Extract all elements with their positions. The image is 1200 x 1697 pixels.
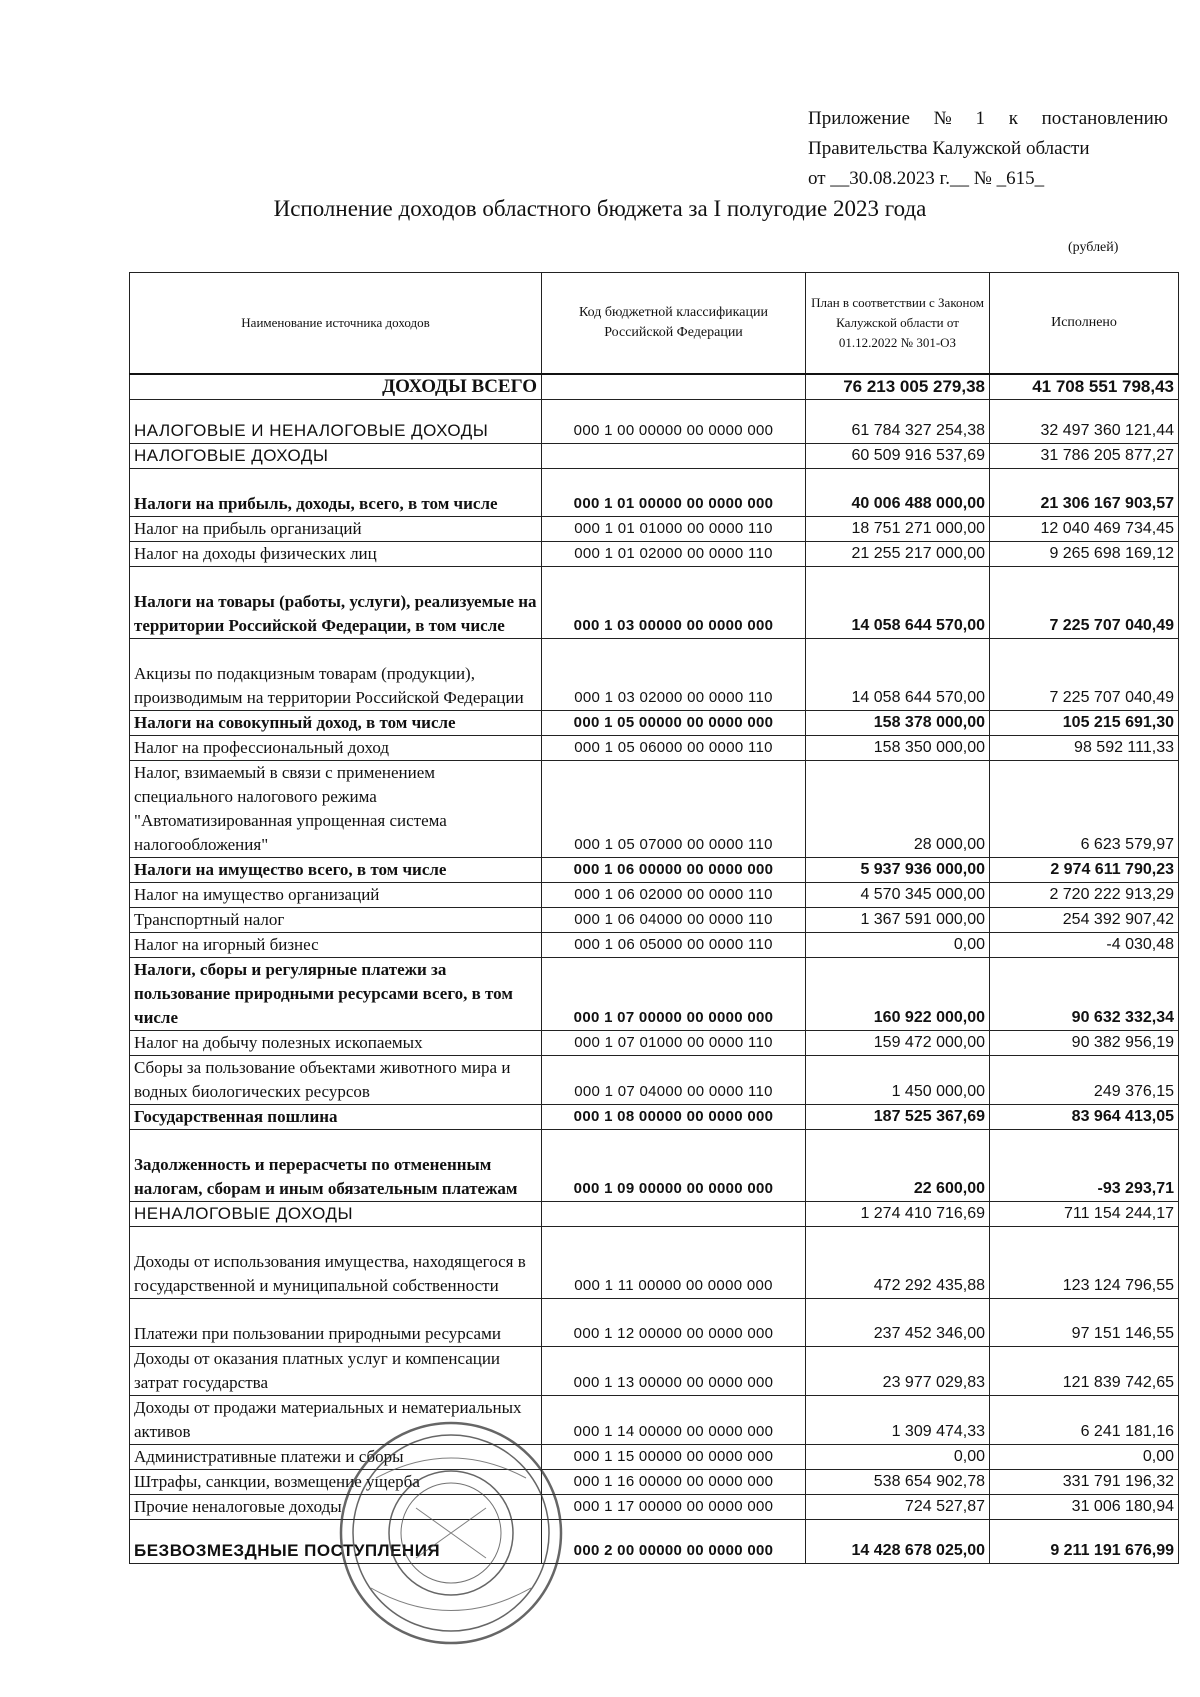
plan-amount: 23 977 029,83 — [806, 1347, 990, 1396]
revenue-source-name: Штрафы, санкции, возмещение ущерба — [130, 1470, 542, 1495]
plan-amount: 4 570 345 000,00 — [806, 883, 990, 908]
executed-amount: 90 632 332,34 — [990, 958, 1179, 1031]
unit-label: (рублей) — [1068, 240, 1119, 255]
revenue-source-name: НАЛОГОВЫЕ И НЕНАЛОГОВЫЕ ДОХОДЫ — [130, 400, 542, 444]
revenue-source-name: БЕЗВОЗМЕЗДНЫЕ ПОСТУПЛЕНИЯ — [130, 1520, 542, 1564]
executed-amount: 98 592 111,33 — [990, 736, 1179, 761]
budget-code: 000 1 01 01000 00 0000 110 — [542, 517, 806, 542]
table-body — [130, 374, 1179, 1564]
table-row — [130, 958, 1179, 1031]
revenue-source-name: Налог на доходы физических лиц — [130, 542, 542, 567]
revenue-source-name: Транспортный налог — [130, 908, 542, 933]
table-row — [130, 1105, 1179, 1130]
executed-amount: 9 265 698 169,12 — [990, 542, 1179, 567]
official-seal-icon — [336, 1418, 566, 1648]
plan-amount: 0,00 — [806, 1445, 990, 1470]
plan-amount: 472 292 435,88 — [806, 1227, 990, 1299]
budget-code — [542, 374, 806, 400]
plan-amount: 14 058 644 570,00 — [806, 639, 990, 711]
revenue-source-name: Налоги на совокупный доход, в том числе — [130, 711, 542, 736]
revenue-source-name: Задолженность и перерасчеты по отмененным налогам, сборам и иным обязательным платежам — [130, 1130, 542, 1202]
document-title: Исполнение доходов областного бюджета за I полугодие 2023 года — [273, 196, 927, 221]
revenue-source-name: ДОХОДЫ ВСЕГО — [130, 374, 542, 400]
executed-amount: 711 154 244,17 — [990, 1202, 1179, 1227]
plan-amount: 1 274 410 716,69 — [806, 1202, 990, 1227]
revenue-source-name: НЕНАЛОГОВЫЕ ДОХОДЫ — [130, 1202, 542, 1227]
executed-amount: 83 964 413,05 — [990, 1105, 1179, 1130]
executed-amount: 2 974 611 790,23 — [990, 858, 1179, 883]
revenue-source-name: Налог на профессиональный доход — [130, 736, 542, 761]
executed-amount: 7 225 707 040,49 — [990, 639, 1179, 711]
plan-amount: 187 525 367,69 — [806, 1105, 990, 1130]
executed-amount: 32 497 360 121,44 — [990, 400, 1179, 444]
revenue-table — [129, 272, 1179, 1564]
plan-amount: 18 751 271 000,00 — [806, 517, 990, 542]
revenue-source-name: Доходы от продажи материальных и нематериальных активов — [130, 1396, 542, 1445]
table-row — [130, 1445, 1179, 1470]
table-row — [130, 1056, 1179, 1105]
revenue-source-name: Налог на добычу полезных ископаемых — [130, 1031, 542, 1056]
executed-amount: 31 786 205 877,27 — [990, 444, 1179, 469]
budget-code: 000 1 15 00000 00 0000 000 — [542, 1445, 806, 1470]
table-row — [130, 1227, 1179, 1299]
table-row — [130, 517, 1179, 542]
executed-amount: 2 720 222 913,29 — [990, 883, 1179, 908]
budget-code: 000 1 14 00000 00 0000 000 — [542, 1396, 806, 1445]
table-row — [130, 711, 1179, 736]
budget-code: 000 1 03 00000 00 0000 000 — [542, 567, 806, 639]
table-row — [130, 1495, 1179, 1520]
budget-code: 000 2 00 00000 00 0000 000 — [542, 1520, 806, 1564]
appendix-line-2: Правительства Калужской области — [808, 138, 1090, 159]
budget-code: 000 1 06 04000 00 0000 110 — [542, 908, 806, 933]
revenue-source-name: Платежи при пользовании природными ресурсами — [130, 1299, 542, 1347]
revenue-source-name: Налог, взимаемый в связи с применением специального налогового режима "Автоматизированная упрощенная система налогообложения" — [130, 761, 542, 858]
executed-amount: 97 151 146,55 — [990, 1299, 1179, 1347]
revenue-source-name: Налоги на товары (работы, услуги), реализуемые на территории Российской Федерации, в том числе — [130, 567, 542, 639]
executed-amount: -4 030,48 — [990, 933, 1179, 958]
executed-amount: 6 623 579,97 — [990, 761, 1179, 858]
budget-code — [542, 1202, 806, 1227]
table-row — [130, 469, 1179, 517]
column-header-plan: План в соответствии с Законом Калужской области от 01.12.2022 № 301-ОЗ — [806, 273, 990, 375]
budget-code — [542, 444, 806, 469]
table-row — [130, 400, 1179, 444]
table-row — [130, 1299, 1179, 1347]
revenue-table-wrap — [129, 272, 1178, 1564]
budget-code: 000 1 08 00000 00 0000 000 — [542, 1105, 806, 1130]
revenue-source-name: Налог на имущество организаций — [130, 883, 542, 908]
table-header-row — [130, 273, 1179, 375]
appendix-number: 1 — [975, 108, 985, 129]
plan-amount: 158 378 000,00 — [806, 711, 990, 736]
table-row — [130, 858, 1179, 883]
plan-amount: 1 309 474,33 — [806, 1396, 990, 1445]
executed-amount: 121 839 742,65 — [990, 1347, 1179, 1396]
budget-code: 000 1 00 00000 00 0000 000 — [542, 400, 806, 444]
budget-code: 000 1 07 01000 00 0000 110 — [542, 1031, 806, 1056]
budget-code: 000 1 06 05000 00 0000 110 — [542, 933, 806, 958]
appendix-line-1 — [808, 104, 1168, 134]
plan-amount: 21 255 217 000,00 — [806, 542, 990, 567]
table-row — [130, 883, 1179, 908]
revenue-source-name: Доходы от оказания платных услуг и компенсации затрат государства — [130, 1347, 542, 1396]
executed-amount: 254 392 907,42 — [990, 908, 1179, 933]
executed-amount: 31 006 180,94 — [990, 1495, 1179, 1520]
revenue-source-name: НАЛОГОВЫЕ ДОХОДЫ — [130, 444, 542, 469]
executed-amount: 6 241 181,16 — [990, 1396, 1179, 1445]
appendix-word: Приложение — [808, 108, 910, 129]
executed-amount: 7 225 707 040,49 — [990, 567, 1179, 639]
revenue-source-name: Государственная пошлина — [130, 1105, 542, 1130]
plan-amount: 76 213 005 279,38 — [806, 374, 990, 400]
plan-amount: 28 000,00 — [806, 761, 990, 858]
revenue-source-name: Административные платежи и сборы — [130, 1445, 542, 1470]
appendix-resolution-word: постановлению — [1041, 108, 1168, 129]
executed-amount: 9 211 191 676,99 — [990, 1520, 1179, 1564]
budget-code: 000 1 13 00000 00 0000 000 — [542, 1347, 806, 1396]
plan-amount: 724 527,87 — [806, 1495, 990, 1520]
table-row — [130, 542, 1179, 567]
executed-amount: -93 293,71 — [990, 1130, 1179, 1202]
executed-amount: 249 376,15 — [990, 1056, 1179, 1105]
table-row — [130, 1031, 1179, 1056]
budget-code: 000 1 05 07000 00 0000 110 — [542, 761, 806, 858]
appendix-line-3: от __30.08.2023 г.__ № _615_ — [808, 168, 1045, 189]
plan-amount: 237 452 346,00 — [806, 1299, 990, 1347]
table-row — [130, 933, 1179, 958]
revenue-source-name: Налоги на имущество всего, в том числе — [130, 858, 542, 883]
revenue-source-name: Налог на игорный бизнес — [130, 933, 542, 958]
plan-amount: 14 058 644 570,00 — [806, 567, 990, 639]
revenue-source-name: Прочие неналоговые доходы — [130, 1495, 542, 1520]
table-row — [130, 1396, 1179, 1445]
budget-code: 000 1 07 00000 00 0000 000 — [542, 958, 806, 1031]
budget-code: 000 1 11 00000 00 0000 000 — [542, 1227, 806, 1299]
plan-amount: 158 350 000,00 — [806, 736, 990, 761]
appendix-preposition: к — [1008, 108, 1018, 129]
revenue-source-name: Сборы за пользование объектами животного мира и водных биологических ресурсов — [130, 1056, 542, 1105]
executed-amount: 21 306 167 903,57 — [990, 469, 1179, 517]
table-row — [130, 567, 1179, 639]
revenue-source-name: Доходы от использования имущества, находящегося в государственной и муниципальной собственности — [130, 1227, 542, 1299]
plan-amount: 61 784 327 254,38 — [806, 400, 990, 444]
budget-code: 000 1 01 02000 00 0000 110 — [542, 542, 806, 567]
executed-amount: 12 040 469 734,45 — [990, 517, 1179, 542]
budget-code: 000 1 05 06000 00 0000 110 — [542, 736, 806, 761]
table-row — [130, 374, 1179, 400]
revenue-source-name: Налог на прибыль организаций — [130, 517, 542, 542]
plan-amount: 538 654 902,78 — [806, 1470, 990, 1495]
appendix-header — [808, 104, 1168, 194]
budget-code: 000 1 06 00000 00 0000 000 — [542, 858, 806, 883]
plan-amount: 40 006 488 000,00 — [806, 469, 990, 517]
plan-amount: 159 472 000,00 — [806, 1031, 990, 1056]
table-row — [130, 1347, 1179, 1396]
executed-amount: 0,00 — [990, 1445, 1179, 1470]
budget-code: 000 1 12 00000 00 0000 000 — [542, 1299, 806, 1347]
executed-amount: 123 124 796,55 — [990, 1227, 1179, 1299]
table-row — [130, 639, 1179, 711]
executed-amount: 331 791 196,32 — [990, 1470, 1179, 1495]
budget-code: 000 1 05 00000 00 0000 000 — [542, 711, 806, 736]
budget-code: 000 1 01 00000 00 0000 000 — [542, 469, 806, 517]
table-row — [130, 1470, 1179, 1495]
budget-code: 000 1 03 02000 00 0000 110 — [542, 639, 806, 711]
column-header-done: Исполнено — [990, 273, 1179, 375]
budget-code: 000 1 06 02000 00 0000 110 — [542, 883, 806, 908]
budget-code: 000 1 16 00000 00 0000 000 — [542, 1470, 806, 1495]
plan-amount: 5 937 936 000,00 — [806, 858, 990, 883]
revenue-source-name: Налоги, сборы и регулярные платежи за пользование природными ресурсами всего, в том числе — [130, 958, 542, 1031]
appendix-number-sign: № — [933, 108, 952, 129]
plan-amount: 160 922 000,00 — [806, 958, 990, 1031]
table-row — [130, 444, 1179, 469]
plan-amount: 22 600,00 — [806, 1130, 990, 1202]
table-row — [130, 736, 1179, 761]
revenue-source-name: Акцизы по подакцизным товарам (продукции), производимым на территории Российской Федерации — [130, 639, 542, 711]
column-header-code: Код бюджетной классификации Российской Федерации — [542, 273, 806, 375]
table-row — [130, 908, 1179, 933]
executed-amount: 90 382 956,19 — [990, 1031, 1179, 1056]
executed-amount: 105 215 691,30 — [990, 711, 1179, 736]
column-header-name: Наименование источника доходов — [130, 273, 542, 375]
plan-amount: 0,00 — [806, 933, 990, 958]
table-row — [130, 1520, 1179, 1564]
table-row — [130, 761, 1179, 858]
budget-code: 000 1 09 00000 00 0000 000 — [542, 1130, 806, 1202]
plan-amount: 60 509 916 537,69 — [806, 444, 990, 469]
table-row — [130, 1130, 1179, 1202]
revenue-source-name: Налоги на прибыль, доходы, всего, в том числе — [130, 469, 542, 517]
plan-amount: 1 367 591 000,00 — [806, 908, 990, 933]
budget-code: 000 1 17 00000 00 0000 000 — [542, 1495, 806, 1520]
table-row — [130, 1202, 1179, 1227]
plan-amount: 1 450 000,00 — [806, 1056, 990, 1105]
executed-amount: 41 708 551 798,43 — [990, 374, 1179, 400]
budget-code: 000 1 07 04000 00 0000 110 — [542, 1056, 806, 1105]
plan-amount: 14 428 678 025,00 — [806, 1520, 990, 1564]
